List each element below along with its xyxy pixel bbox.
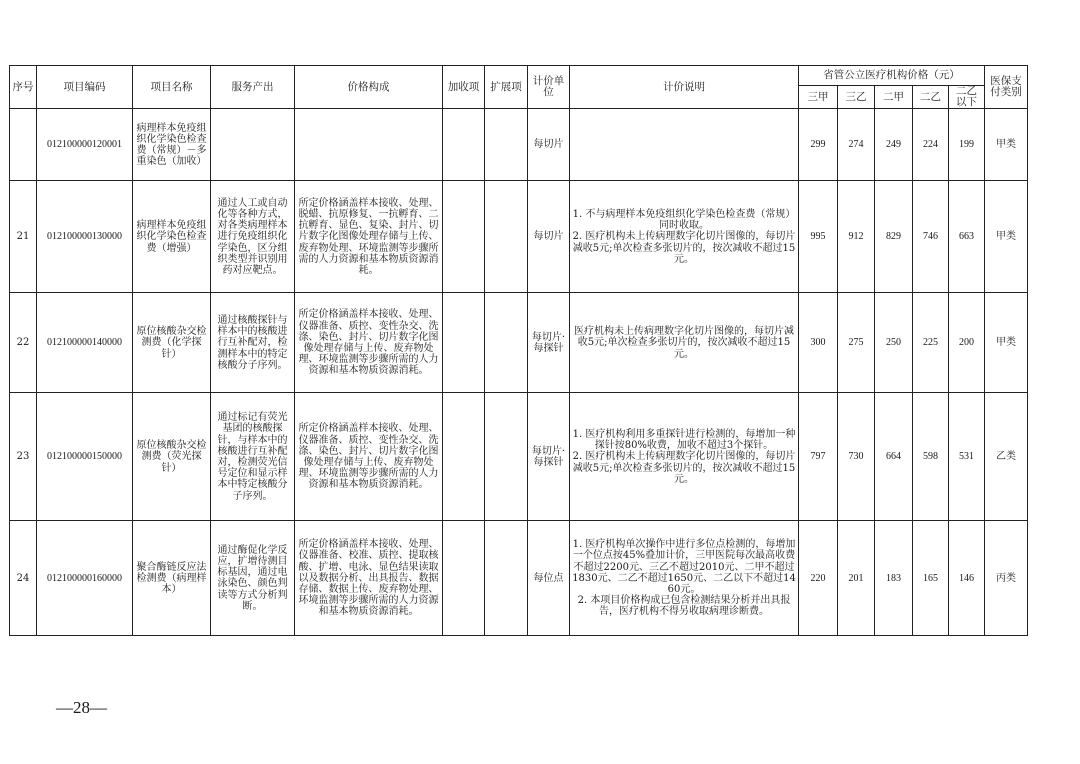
cell-add-item <box>443 393 485 521</box>
cell-price: 225 <box>913 293 949 393</box>
cell-output <box>211 109 295 181</box>
cell-description: 医疗机构未上传病理数字化切片图像的，每切片减收5元;单次检查多张切片的，按次减收不超过15元。 <box>570 293 799 393</box>
header-add-item: 加收项 <box>443 66 485 109</box>
header-price-level: 三乙 <box>838 86 875 109</box>
cell-price: 183 <box>875 521 913 636</box>
price-table <box>9 65 1028 636</box>
cell-composition: 所定价格涵盖样本接收、处理、仪器准备、校准、质控、提取核酸、扩增、电泳、显色结果读取以及数据分析、出具报告、数据存储、数据上传、废弃物处理、环境监测等步骤所需的人力资源和基本物质资源消耗。 <box>295 521 443 636</box>
cell-output: 通过人工或自动化等各种方式，对各类病理样本进行免疫组织化学染色，区分组织类型并识别用药对应靶点。 <box>211 181 295 293</box>
cell-price: 598 <box>913 393 949 521</box>
cell-seq <box>10 109 37 181</box>
table-row <box>10 109 1028 181</box>
cell-price: 250 <box>875 293 913 393</box>
header-unit: 计价单位 <box>528 66 570 109</box>
cell-name: 聚合酶链反应法检测费（病理样本） <box>133 521 211 636</box>
table-row <box>10 521 1028 636</box>
header-name: 项目名称 <box>133 66 211 109</box>
cell-name: 原位核酸杂交检测费（化学探针） <box>133 293 211 393</box>
cell-price: 199 <box>949 109 985 181</box>
cell-name: 病理样本免疫组织化学染色检查费（常规）－多重染色（加收） <box>133 109 211 181</box>
cell-insurance: 甲类 <box>985 293 1028 393</box>
header-description: 计价说明 <box>570 66 799 109</box>
cell-output: 通过标记有荧光基团的核酸探针，与样本中的核酸进行互补配对，检测荧光信号定位和显示样本中特定核酸分子序列。 <box>211 393 295 521</box>
cell-price: 275 <box>838 293 875 393</box>
cell-insurance: 甲类 <box>985 109 1028 181</box>
cell-price: 829 <box>875 181 913 293</box>
cell-add-item <box>443 181 485 293</box>
cell-composition: 所定价格涵盖样本接收、处理、仪器准备、质控、变性杂交、洗涤、染色、封片、切片数字化图像处理存储与上传、废弃物处理、环境监测等步骤所需的人力资源和基本物质资源消耗。 <box>295 293 443 393</box>
header-output: 服务产出 <box>211 66 295 109</box>
cell-price: 995 <box>799 181 838 293</box>
cell-price: 300 <box>799 293 838 393</box>
cell-name: 原位核酸杂交检测费（荧光探针） <box>133 393 211 521</box>
cell-add-item <box>443 293 485 393</box>
cell-code: 012100000120001 <box>37 109 133 181</box>
cell-add-item <box>443 109 485 181</box>
cell-code: 012100000140000 <box>37 293 133 393</box>
cell-composition: 所定价格涵盖样本接收、处理、仪器准备、质控、变性杂交、洗涤、染色、封片、切片数字化图像处理存储与上传、废弃物处理、环境监测等步骤所需的人力资源和基本物质资源消耗。 <box>295 393 443 521</box>
header-seq: 序号 <box>10 66 37 109</box>
cell-price: 531 <box>949 393 985 521</box>
cell-code: 012100000150000 <box>37 393 133 521</box>
cell-ext-item <box>485 293 528 393</box>
header-code: 项目编码 <box>37 66 133 109</box>
cell-code: 012100000160000 <box>37 521 133 636</box>
cell-unit: 每切片 <box>528 181 570 293</box>
cell-add-item <box>443 521 485 636</box>
cell-price: 224 <box>913 109 949 181</box>
cell-composition <box>295 109 443 181</box>
cell-code: 012100000130000 <box>37 181 133 293</box>
header-price-level: 二甲 <box>875 86 913 109</box>
cell-unit: 每位点 <box>528 521 570 636</box>
cell-name: 病理样本免疫组织化学染色检查费（增强） <box>133 181 211 293</box>
table-body <box>10 109 1028 636</box>
header-price-group: 省管公立医疗机构价格（元） <box>799 66 985 86</box>
cell-price: 200 <box>949 293 985 393</box>
cell-price: 746 <box>913 181 949 293</box>
cell-insurance: 乙类 <box>985 393 1028 521</box>
cell-unit: 每切片 <box>528 109 570 181</box>
cell-unit: 每切片·每探针 <box>528 393 570 521</box>
cell-ext-item <box>485 181 528 293</box>
table-row <box>10 393 1028 521</box>
cell-seq: 23 <box>10 393 37 521</box>
table-row <box>10 293 1028 393</box>
cell-price: 249 <box>875 109 913 181</box>
header-price-level: 三甲 <box>799 86 838 109</box>
cell-output: 通过酶促化学反应，扩增待测目标基因，通过电泳染色、颜色判读等方式分析判断。 <box>211 521 295 636</box>
header-insurance: 医保支付类别 <box>985 66 1028 109</box>
cell-price: 274 <box>838 109 875 181</box>
cell-price: 912 <box>838 181 875 293</box>
cell-price: 797 <box>799 393 838 521</box>
header-price-level: 二乙 <box>913 86 949 109</box>
cell-description: 1. 不与病理样本免疫组织化学染色检查费（常规）同时收取。 2. 医疗机构未上传病理数字化切片图像的，每切片减收5元;单次检查多张切片的，按次减收不超过15元。 <box>570 181 799 293</box>
page-number: —28— <box>56 698 107 717</box>
cell-price: 220 <box>799 521 838 636</box>
cell-ext-item <box>485 109 528 181</box>
cell-price: 201 <box>838 521 875 636</box>
cell-description: 1. 医疗机构利用多重探针进行检测的，每增加一种探针按80%收费，加收不超过3个探针。 2. 医疗机构未上传病理数字化切片图像的，每切片减收5元;单次检查多张切片的，按次减收不超过15元。 <box>570 393 799 521</box>
cell-price: 299 <box>799 109 838 181</box>
cell-price: 146 <box>949 521 985 636</box>
header-composition: 价格构成 <box>295 66 443 109</box>
cell-seq: 22 <box>10 293 37 393</box>
cell-price: 663 <box>949 181 985 293</box>
cell-insurance: 甲类 <box>985 181 1028 293</box>
cell-unit: 每切片·每探针 <box>528 293 570 393</box>
cell-description: 1. 医疗机构单次操作中进行多位点检测的，每增加一个位点按45%叠加计价，三甲医院每次最高收费不超过2200元、三乙不超过2010元、二甲不超过1830元、二乙不超过1650元、二乙以下不超过1460元。 2. 本项目价格构成已包含检测结果分析并出具报告，医疗机构不得另收取病理诊断费。 <box>570 521 799 636</box>
cell-composition: 所定价格涵盖样本接收、处理、脱蜡、抗原修复、一抗孵育、二抗孵育、显色、复染、封片、切片数字化图像处理存储与上传、废弃物处理、环境监测等步骤所需的人力资源和基本物质资源消耗。 <box>295 181 443 293</box>
cell-price: 165 <box>913 521 949 636</box>
cell-seq: 24 <box>10 521 37 636</box>
header-price-level: 二乙以下 <box>949 86 985 109</box>
cell-ext-item <box>485 393 528 521</box>
cell-ext-item <box>485 521 528 636</box>
table-row <box>10 181 1028 293</box>
cell-price: 664 <box>875 393 913 521</box>
cell-output: 通过核酸探针与样本中的核酸进行互补配对，检测样本中的特定核酸分子序列。 <box>211 293 295 393</box>
cell-price: 730 <box>838 393 875 521</box>
header-ext-item: 扩展项 <box>485 66 528 109</box>
cell-insurance: 丙类 <box>985 521 1028 636</box>
cell-seq: 21 <box>10 181 37 293</box>
cell-description <box>570 109 799 181</box>
